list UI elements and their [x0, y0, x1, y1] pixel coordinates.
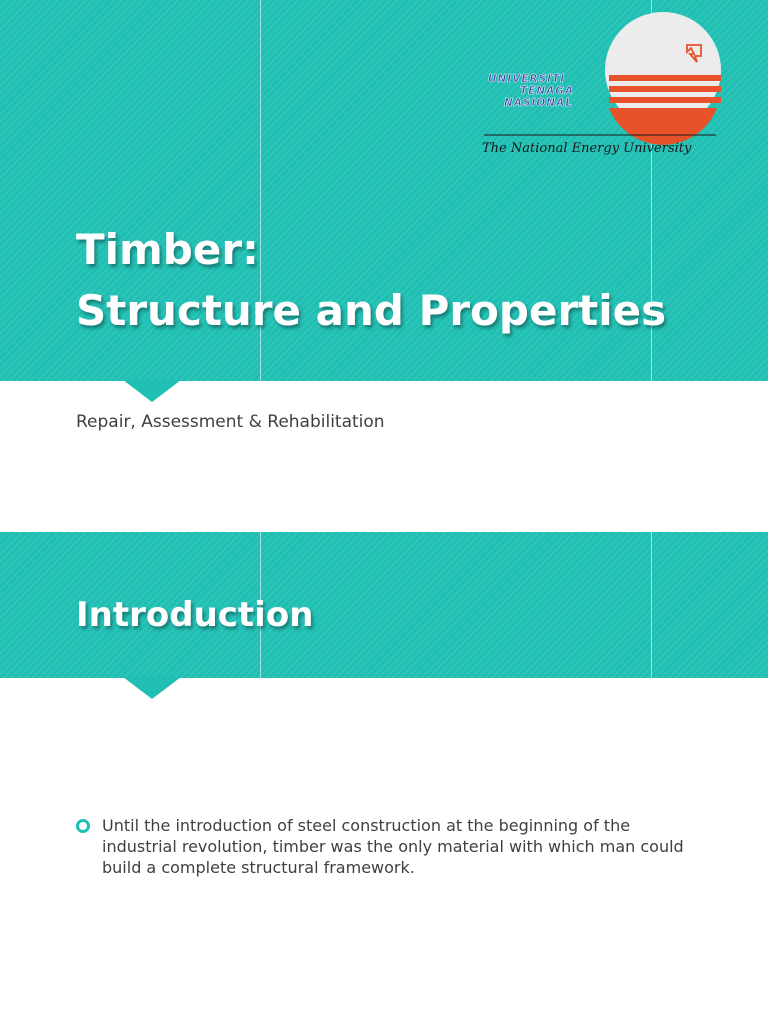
- bullet-list-item: [76, 815, 686, 878]
- decorative-vertical-line: [651, 532, 652, 678]
- logo-tagline: The National Energy University: [482, 141, 692, 156]
- slide-subtitle: Repair, Assessment & Rehabilitation: [76, 412, 385, 432]
- bullet-text: Until the introduction of steel construction at the beginning of the industrial revolution, timber was the only material with which man could build a complete structural framework.: [102, 816, 684, 877]
- slide-title-line: Structure and Properties: [76, 286, 667, 335]
- university-logo: [478, 12, 723, 162]
- section-title: Introduction: [76, 595, 314, 635]
- logo-name-line: TENAGA: [520, 85, 574, 97]
- title-header-band: [0, 0, 768, 381]
- logo-name-line: UNIVERSITI: [488, 73, 566, 85]
- logo-name-line: NASIONAL: [504, 97, 573, 109]
- band-notch-pointer: [123, 380, 181, 402]
- band-notch-pointer: [123, 677, 181, 699]
- slide-title-line: Timber:: [76, 225, 259, 274]
- circle-bullet-icon: [76, 819, 90, 833]
- slide-title: [76, 219, 666, 341]
